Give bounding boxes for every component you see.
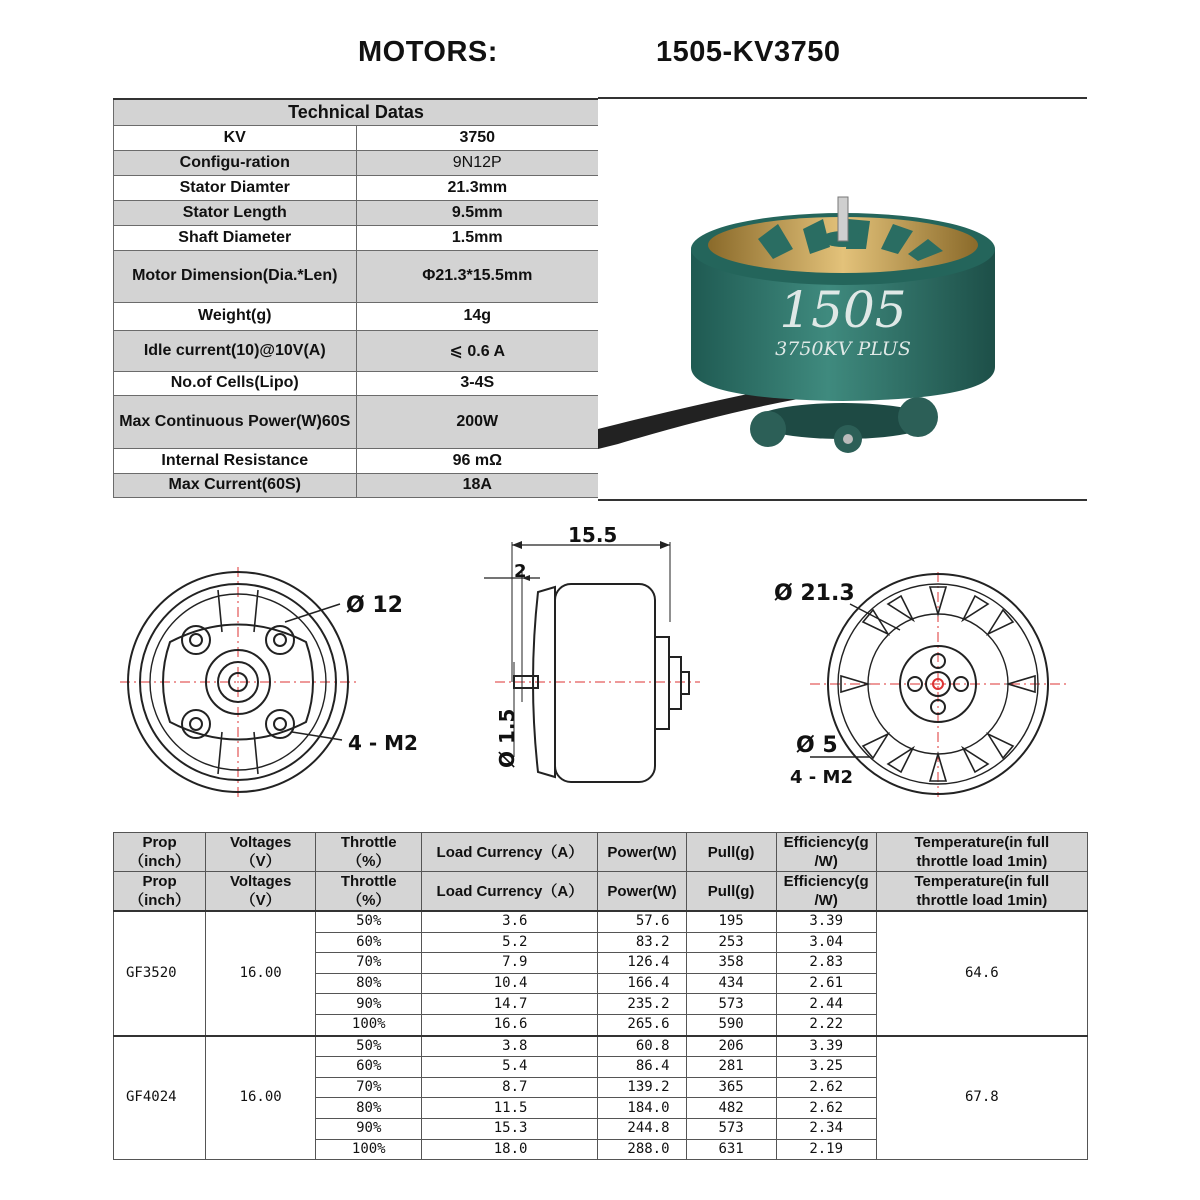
voltage-cell: 16.00 <box>206 1036 316 1160</box>
efficiency-cell: 3.04 <box>776 932 876 953</box>
throttle-cell: 90% <box>316 994 422 1015</box>
load-current-cell: 15.3 <box>422 1118 598 1139</box>
spec-key: Idle current(10)@10V(A) <box>114 330 357 371</box>
motor-illustration <box>598 99 1087 499</box>
throttle-cell: 100% <box>316 1139 422 1160</box>
perf-header-pull: Pull(g) <box>686 872 776 912</box>
pull-cell: 631 <box>686 1139 776 1160</box>
spec-row <box>114 125 599 150</box>
pull-cell: 281 <box>686 1057 776 1078</box>
spec-row <box>114 250 599 302</box>
spec-title: Technical Datas <box>114 99 599 125</box>
top-center-label: Ø 5 <box>796 733 838 758</box>
motor-print-sub: 3750KV PLUS <box>775 338 911 360</box>
efficiency-cell: 2.44 <box>776 994 876 1015</box>
page-title-label: MOTORS: <box>358 36 498 68</box>
spec-row <box>114 175 599 200</box>
pull-cell: 482 <box>686 1098 776 1119</box>
pull-cell: 573 <box>686 994 776 1015</box>
power-cell: 166.4 <box>598 973 686 994</box>
spec-row <box>114 330 599 371</box>
perf-header-row <box>114 872 1088 912</box>
side-shaft-label: Ø 1.5 <box>495 708 519 768</box>
dimension-drawings <box>110 512 1110 812</box>
efficiency-cell: 2.34 <box>776 1118 876 1139</box>
pull-cell: 573 <box>686 1118 776 1139</box>
efficiency-cell: 2.19 <box>776 1139 876 1160</box>
power-cell: 184.0 <box>598 1098 686 1119</box>
power-cell: 244.8 <box>598 1118 686 1139</box>
perf-header-row <box>114 833 1088 872</box>
motor-print-main: 1505 <box>779 281 907 339</box>
perf-header-efficiency: Efficiency(g /W) <box>776 872 876 912</box>
load-current-cell: 8.7 <box>422 1077 598 1098</box>
power-cell: 57.6 <box>598 911 686 932</box>
spec-row <box>114 200 599 225</box>
perf-header-voltage: Voltages （V） <box>206 833 316 872</box>
spec-value: 21.3mm <box>356 175 599 200</box>
top-diameter-label: Ø 21.3 <box>774 581 855 606</box>
throttle-cell: 50% <box>316 911 422 932</box>
efficiency-cell: 3.25 <box>776 1057 876 1078</box>
pull-cell: 434 <box>686 973 776 994</box>
perf-header-prop: Prop （inch） <box>114 833 206 872</box>
spec-value: ⩽ 0.6 A <box>356 330 599 371</box>
perf-header-power: Power(W) <box>598 833 686 872</box>
perf-header-power: Power(W) <box>598 872 686 912</box>
spec-key: Configu-ration <box>114 150 357 175</box>
spec-table <box>113 98 599 498</box>
throttle-cell: 60% <box>316 1057 422 1078</box>
efficiency-cell: 3.39 <box>776 911 876 932</box>
power-cell: 86.4 <box>598 1057 686 1078</box>
perf-header-throttle: Throttle （%） <box>316 872 422 912</box>
spec-value: 14g <box>356 302 599 330</box>
spec-key: Motor Dimension(Dia.*Len) <box>114 250 357 302</box>
performance-table <box>113 832 1088 1160</box>
spec-key: No.of Cells(Lipo) <box>114 371 357 395</box>
base-holes-label: 4 - M2 <box>348 731 418 755</box>
load-current-cell: 10.4 <box>422 973 598 994</box>
side-base-label: 2 <box>514 561 527 582</box>
spec-value: 9N12P <box>356 150 599 175</box>
throttle-cell: 70% <box>316 953 422 974</box>
spec-row <box>114 225 599 250</box>
perf-header-pull: Pull(g) <box>686 833 776 872</box>
top-holes-label: 4 - M2 <box>790 767 853 788</box>
table-row <box>114 911 1088 932</box>
pull-cell: 358 <box>686 953 776 974</box>
load-current-cell: 5.2 <box>422 932 598 953</box>
load-current-cell: 16.6 <box>422 1014 598 1035</box>
efficiency-cell: 2.22 <box>776 1014 876 1035</box>
load-current-cell: 3.8 <box>422 1036 598 1057</box>
side-length-label: 15.5 <box>568 523 618 547</box>
load-current-cell: 11.5 <box>422 1098 598 1119</box>
spec-value: 9.5mm <box>356 200 599 225</box>
page-title-model: 1505-KV3750 <box>656 36 841 68</box>
perf-header-throttle: Throttle （%） <box>316 833 422 872</box>
load-current-cell: 3.6 <box>422 911 598 932</box>
pull-cell: 253 <box>686 932 776 953</box>
perf-header-temperature: Temperature(in full throttle load 1min) <box>876 872 1087 912</box>
spec-key: Max Continuous Power(W)60S <box>114 395 357 448</box>
power-cell: 60.8 <box>598 1036 686 1057</box>
spec-value: 1.5mm <box>356 225 599 250</box>
power-cell: 235.2 <box>598 994 686 1015</box>
voltage-cell: 16.00 <box>206 911 316 1036</box>
spec-value: 18A <box>356 473 599 497</box>
perf-header-load: Load Currency（A） <box>422 872 598 912</box>
spec-row <box>114 302 599 330</box>
temperature-cell: 67.8 <box>876 1036 1087 1160</box>
power-cell: 288.0 <box>598 1139 686 1160</box>
load-current-cell: 5.4 <box>422 1057 598 1078</box>
throttle-cell: 50% <box>316 1036 422 1057</box>
throttle-cell: 60% <box>316 932 422 953</box>
perf-header-prop: Prop （inch） <box>114 872 206 912</box>
throttle-cell: 90% <box>316 1118 422 1139</box>
perf-header-load: Load Currency（A） <box>422 833 598 872</box>
spec-key: Stator Diamter <box>114 175 357 200</box>
prop-cell: GF3520 <box>114 911 206 1036</box>
spec-key: Shaft Diameter <box>114 225 357 250</box>
pull-cell: 365 <box>686 1077 776 1098</box>
pull-cell: 590 <box>686 1014 776 1035</box>
perf-header-voltage: Voltages （V） <box>206 872 316 912</box>
spec-value: 3-4S <box>356 371 599 395</box>
table-row <box>114 1036 1088 1057</box>
spec-header-row <box>114 99 599 125</box>
spec-key: Internal Resistance <box>114 448 357 473</box>
power-cell: 265.6 <box>598 1014 686 1035</box>
motor-photo <box>598 97 1087 501</box>
spec-value: Φ21.3*15.5mm <box>356 250 599 302</box>
spec-key: Max Current(60S) <box>114 473 357 497</box>
power-cell: 139.2 <box>598 1077 686 1098</box>
base-view-drawing <box>120 567 360 797</box>
spec-row <box>114 448 599 473</box>
spec-key: Stator Length <box>114 200 357 225</box>
power-cell: 83.2 <box>598 932 686 953</box>
load-current-cell: 7.9 <box>422 953 598 974</box>
spec-row <box>114 150 599 175</box>
throttle-cell: 100% <box>316 1014 422 1035</box>
load-current-cell: 14.7 <box>422 994 598 1015</box>
perf-header-temperature: Temperature(in full throttle load 1min) <box>876 833 1087 872</box>
efficiency-cell: 2.62 <box>776 1098 876 1119</box>
pull-cell: 206 <box>686 1036 776 1057</box>
throttle-cell: 80% <box>316 973 422 994</box>
efficiency-cell: 2.61 <box>776 973 876 994</box>
temperature-cell: 64.6 <box>876 911 1087 1036</box>
spec-key: Weight(g) <box>114 302 357 330</box>
spec-value: 3750 <box>356 125 599 150</box>
power-cell: 126.4 <box>598 953 686 974</box>
load-current-cell: 18.0 <box>422 1139 598 1160</box>
perf-header-efficiency: Efficiency(g /W) <box>776 833 876 872</box>
spec-key: KV <box>114 125 357 150</box>
base-diameter-label: Ø 12 <box>346 593 403 618</box>
efficiency-cell: 2.62 <box>776 1077 876 1098</box>
spec-row <box>114 395 599 448</box>
spec-row <box>114 371 599 395</box>
spec-value: 96 mΩ <box>356 448 599 473</box>
prop-cell: GF4024 <box>114 1036 206 1160</box>
spec-row <box>114 473 599 497</box>
pull-cell: 195 <box>686 911 776 932</box>
throttle-cell: 80% <box>316 1098 422 1119</box>
efficiency-cell: 2.83 <box>776 953 876 974</box>
spec-value: 200W <box>356 395 599 448</box>
efficiency-cell: 3.39 <box>776 1036 876 1057</box>
throttle-cell: 70% <box>316 1077 422 1098</box>
